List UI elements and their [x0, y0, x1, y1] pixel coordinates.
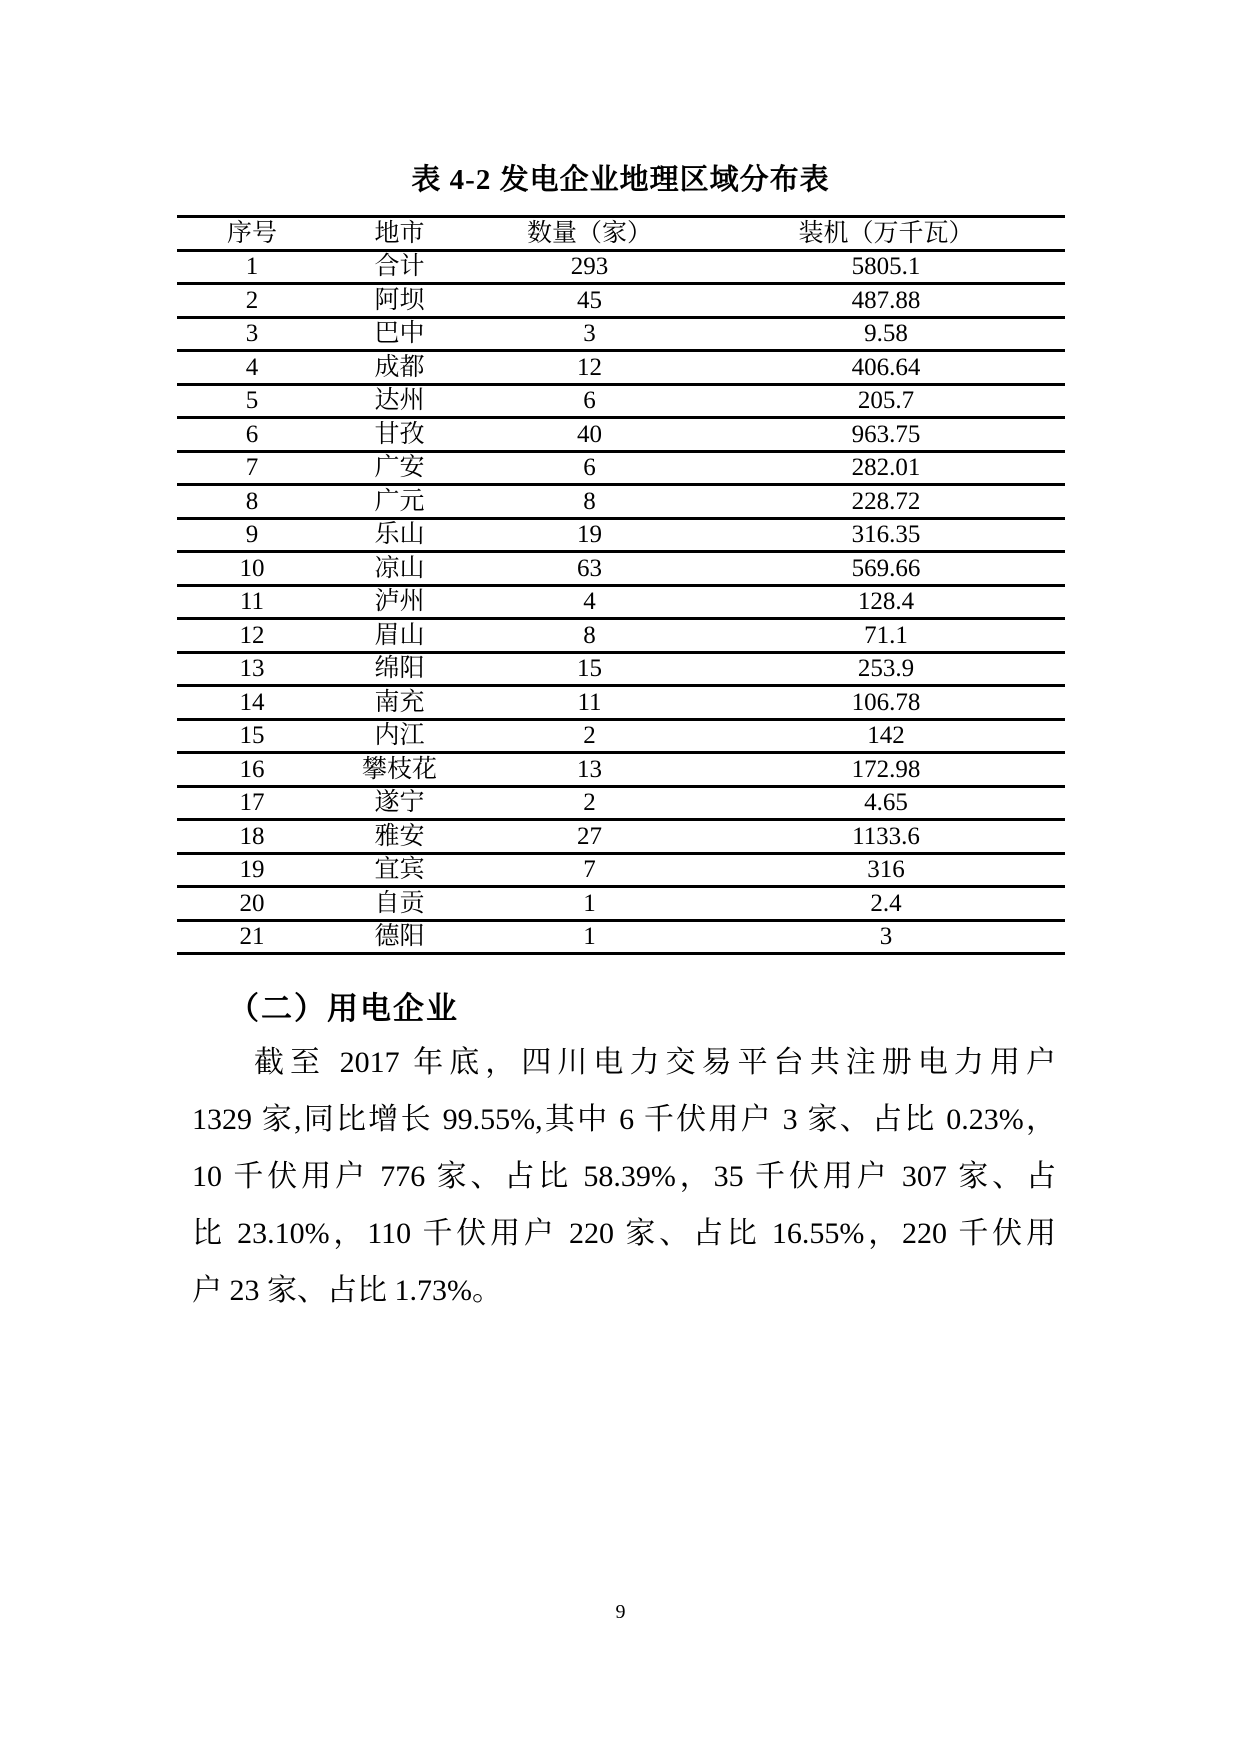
- table-cell: 228.72: [707, 485, 1065, 519]
- table-cell: 17: [177, 786, 327, 820]
- table-cell: 8: [472, 619, 707, 653]
- table-cell: 绵阳: [327, 652, 472, 686]
- table-cell: 316: [707, 853, 1065, 887]
- table-cell: 3: [177, 317, 327, 351]
- table-cell: 9.58: [707, 317, 1065, 351]
- table-cell: 1133.6: [707, 820, 1065, 854]
- table-cell: 2.4: [707, 887, 1065, 921]
- table-cell: 18: [177, 820, 327, 854]
- table-row: [177, 887, 1065, 921]
- table-cell: 15: [177, 719, 327, 753]
- table-row: [177, 284, 1065, 318]
- table-row: [177, 418, 1065, 452]
- table-row: [177, 384, 1065, 418]
- table-row: [177, 619, 1065, 653]
- table-cell: 8: [472, 485, 707, 519]
- table-cell: 569.66: [707, 552, 1065, 586]
- table-cell: 自贡: [327, 887, 472, 921]
- table-cell: 2: [472, 786, 707, 820]
- table-cell: 142: [707, 719, 1065, 753]
- page-number: 9: [615, 1601, 626, 1623]
- table-cell: 13: [472, 753, 707, 787]
- table-cell: 9: [177, 518, 327, 552]
- paragraph-line: 10 千伏用户 776 家、占比 58.39%，35 千伏用户 307 家、占: [192, 1160, 1056, 1193]
- table-row: [177, 920, 1065, 954]
- table-cell: 3: [707, 920, 1065, 954]
- table-cell: 11: [177, 585, 327, 619]
- table-cell: 45: [472, 284, 707, 318]
- table-row: [177, 652, 1065, 686]
- table-cell: 2: [177, 284, 327, 318]
- table-cell: 172.98: [707, 753, 1065, 787]
- table-cell: 2: [472, 719, 707, 753]
- table-cell: 13: [177, 652, 327, 686]
- table-cell: 4: [472, 585, 707, 619]
- table-cell: 293: [472, 250, 707, 284]
- table-cell: 德阳: [327, 920, 472, 954]
- paragraph-line: 1329 家,同比增长 99.55%,其中 6 千伏用户 3 家、占比 0.23%，: [192, 1103, 1056, 1136]
- table-cell: 合计: [327, 250, 472, 284]
- table-row: [177, 485, 1065, 519]
- table-cell: 巴中: [327, 317, 472, 351]
- body-paragraph: [192, 1034, 1056, 1319]
- table-cell: 20: [177, 887, 327, 921]
- table-cell: 5805.1: [707, 250, 1065, 284]
- table-row: [177, 351, 1065, 385]
- table-cell: 15: [472, 652, 707, 686]
- table-header-row: [177, 217, 1065, 251]
- table-cell: 甘孜: [327, 418, 472, 452]
- column-header-city: 地市: [327, 217, 472, 251]
- table-row: [177, 786, 1065, 820]
- table-cell: 27: [472, 820, 707, 854]
- paragraph-line: 户 23 家、占比 1.73%。: [192, 1274, 502, 1307]
- table-cell: 广安: [327, 451, 472, 485]
- table-row: [177, 317, 1065, 351]
- table-cell: 7: [177, 451, 327, 485]
- table-cell: 达州: [327, 384, 472, 418]
- table-cell: 南充: [327, 686, 472, 720]
- table-cell: 6: [472, 384, 707, 418]
- table-cell: 19: [177, 853, 327, 887]
- table-row: [177, 719, 1065, 753]
- table-cell: 12: [177, 619, 327, 653]
- table-row: [177, 753, 1065, 787]
- section-heading: （二）用电企业: [228, 991, 459, 1026]
- table-cell: 6: [177, 418, 327, 452]
- table-row: [177, 820, 1065, 854]
- table-cell: 12: [472, 351, 707, 385]
- table-cell: 316.35: [707, 518, 1065, 552]
- table-cell: 406.64: [707, 351, 1065, 385]
- table-cell: 106.78: [707, 686, 1065, 720]
- table-cell: 19: [472, 518, 707, 552]
- table-cell: 眉山: [327, 619, 472, 653]
- table-cell: 63: [472, 552, 707, 586]
- table-cell: 攀枝花: [327, 753, 472, 787]
- table-cell: 10: [177, 552, 327, 586]
- table-cell: 253.9: [707, 652, 1065, 686]
- table-cell: 14: [177, 686, 327, 720]
- table-cell: 11: [472, 686, 707, 720]
- paragraph-line: 截至 2017 年底，四川电力交易平台共注册电力用户: [254, 1046, 1056, 1079]
- table-cell: 广元: [327, 485, 472, 519]
- table-cell: 3: [472, 317, 707, 351]
- table-cell: 963.75: [707, 418, 1065, 452]
- table-cell: 成都: [327, 351, 472, 385]
- table-cell: 1: [472, 887, 707, 921]
- table-body: [177, 250, 1065, 954]
- table-cell: 阿坝: [327, 284, 472, 318]
- table-row: [177, 518, 1065, 552]
- table-cell: 7: [472, 853, 707, 887]
- table-cell: 5: [177, 384, 327, 418]
- table-row: [177, 686, 1065, 720]
- table-cell: 128.4: [707, 585, 1065, 619]
- table-cell: 雅安: [327, 820, 472, 854]
- table-row: [177, 250, 1065, 284]
- table-row: [177, 451, 1065, 485]
- table-cell: 内江: [327, 719, 472, 753]
- paragraph-line: 比 23.10%，110 千伏用户 220 家、占比 16.55%，220 千伏用: [192, 1217, 1056, 1250]
- table-cell: 282.01: [707, 451, 1065, 485]
- table-cell: 泸州: [327, 585, 472, 619]
- generation-enterprise-table: [177, 215, 1065, 955]
- table-cell: 乐山: [327, 518, 472, 552]
- table-cell: 8: [177, 485, 327, 519]
- column-header-count: 数量（家）: [472, 217, 707, 251]
- table-cell: 205.7: [707, 384, 1065, 418]
- table-row: [177, 585, 1065, 619]
- table-row: [177, 552, 1065, 586]
- column-header-capacity: 装机（万千瓦）: [707, 217, 1065, 251]
- table-cell: 40: [472, 418, 707, 452]
- table-cell: 4.65: [707, 786, 1065, 820]
- table-caption: 表 4-2 发电企业地理区域分布表: [411, 164, 830, 196]
- table-cell: 71.1: [707, 619, 1065, 653]
- table-cell: 遂宁: [327, 786, 472, 820]
- table-cell: 1: [177, 250, 327, 284]
- table-cell: 1: [472, 920, 707, 954]
- table-cell: 16: [177, 753, 327, 787]
- table-row: [177, 853, 1065, 887]
- table-cell: 宜宾: [327, 853, 472, 887]
- table-cell: 487.88: [707, 284, 1065, 318]
- column-header-index: 序号: [177, 217, 327, 251]
- table-cell: 6: [472, 451, 707, 485]
- table-cell: 凉山: [327, 552, 472, 586]
- table-cell: 21: [177, 920, 327, 954]
- table-cell: 4: [177, 351, 327, 385]
